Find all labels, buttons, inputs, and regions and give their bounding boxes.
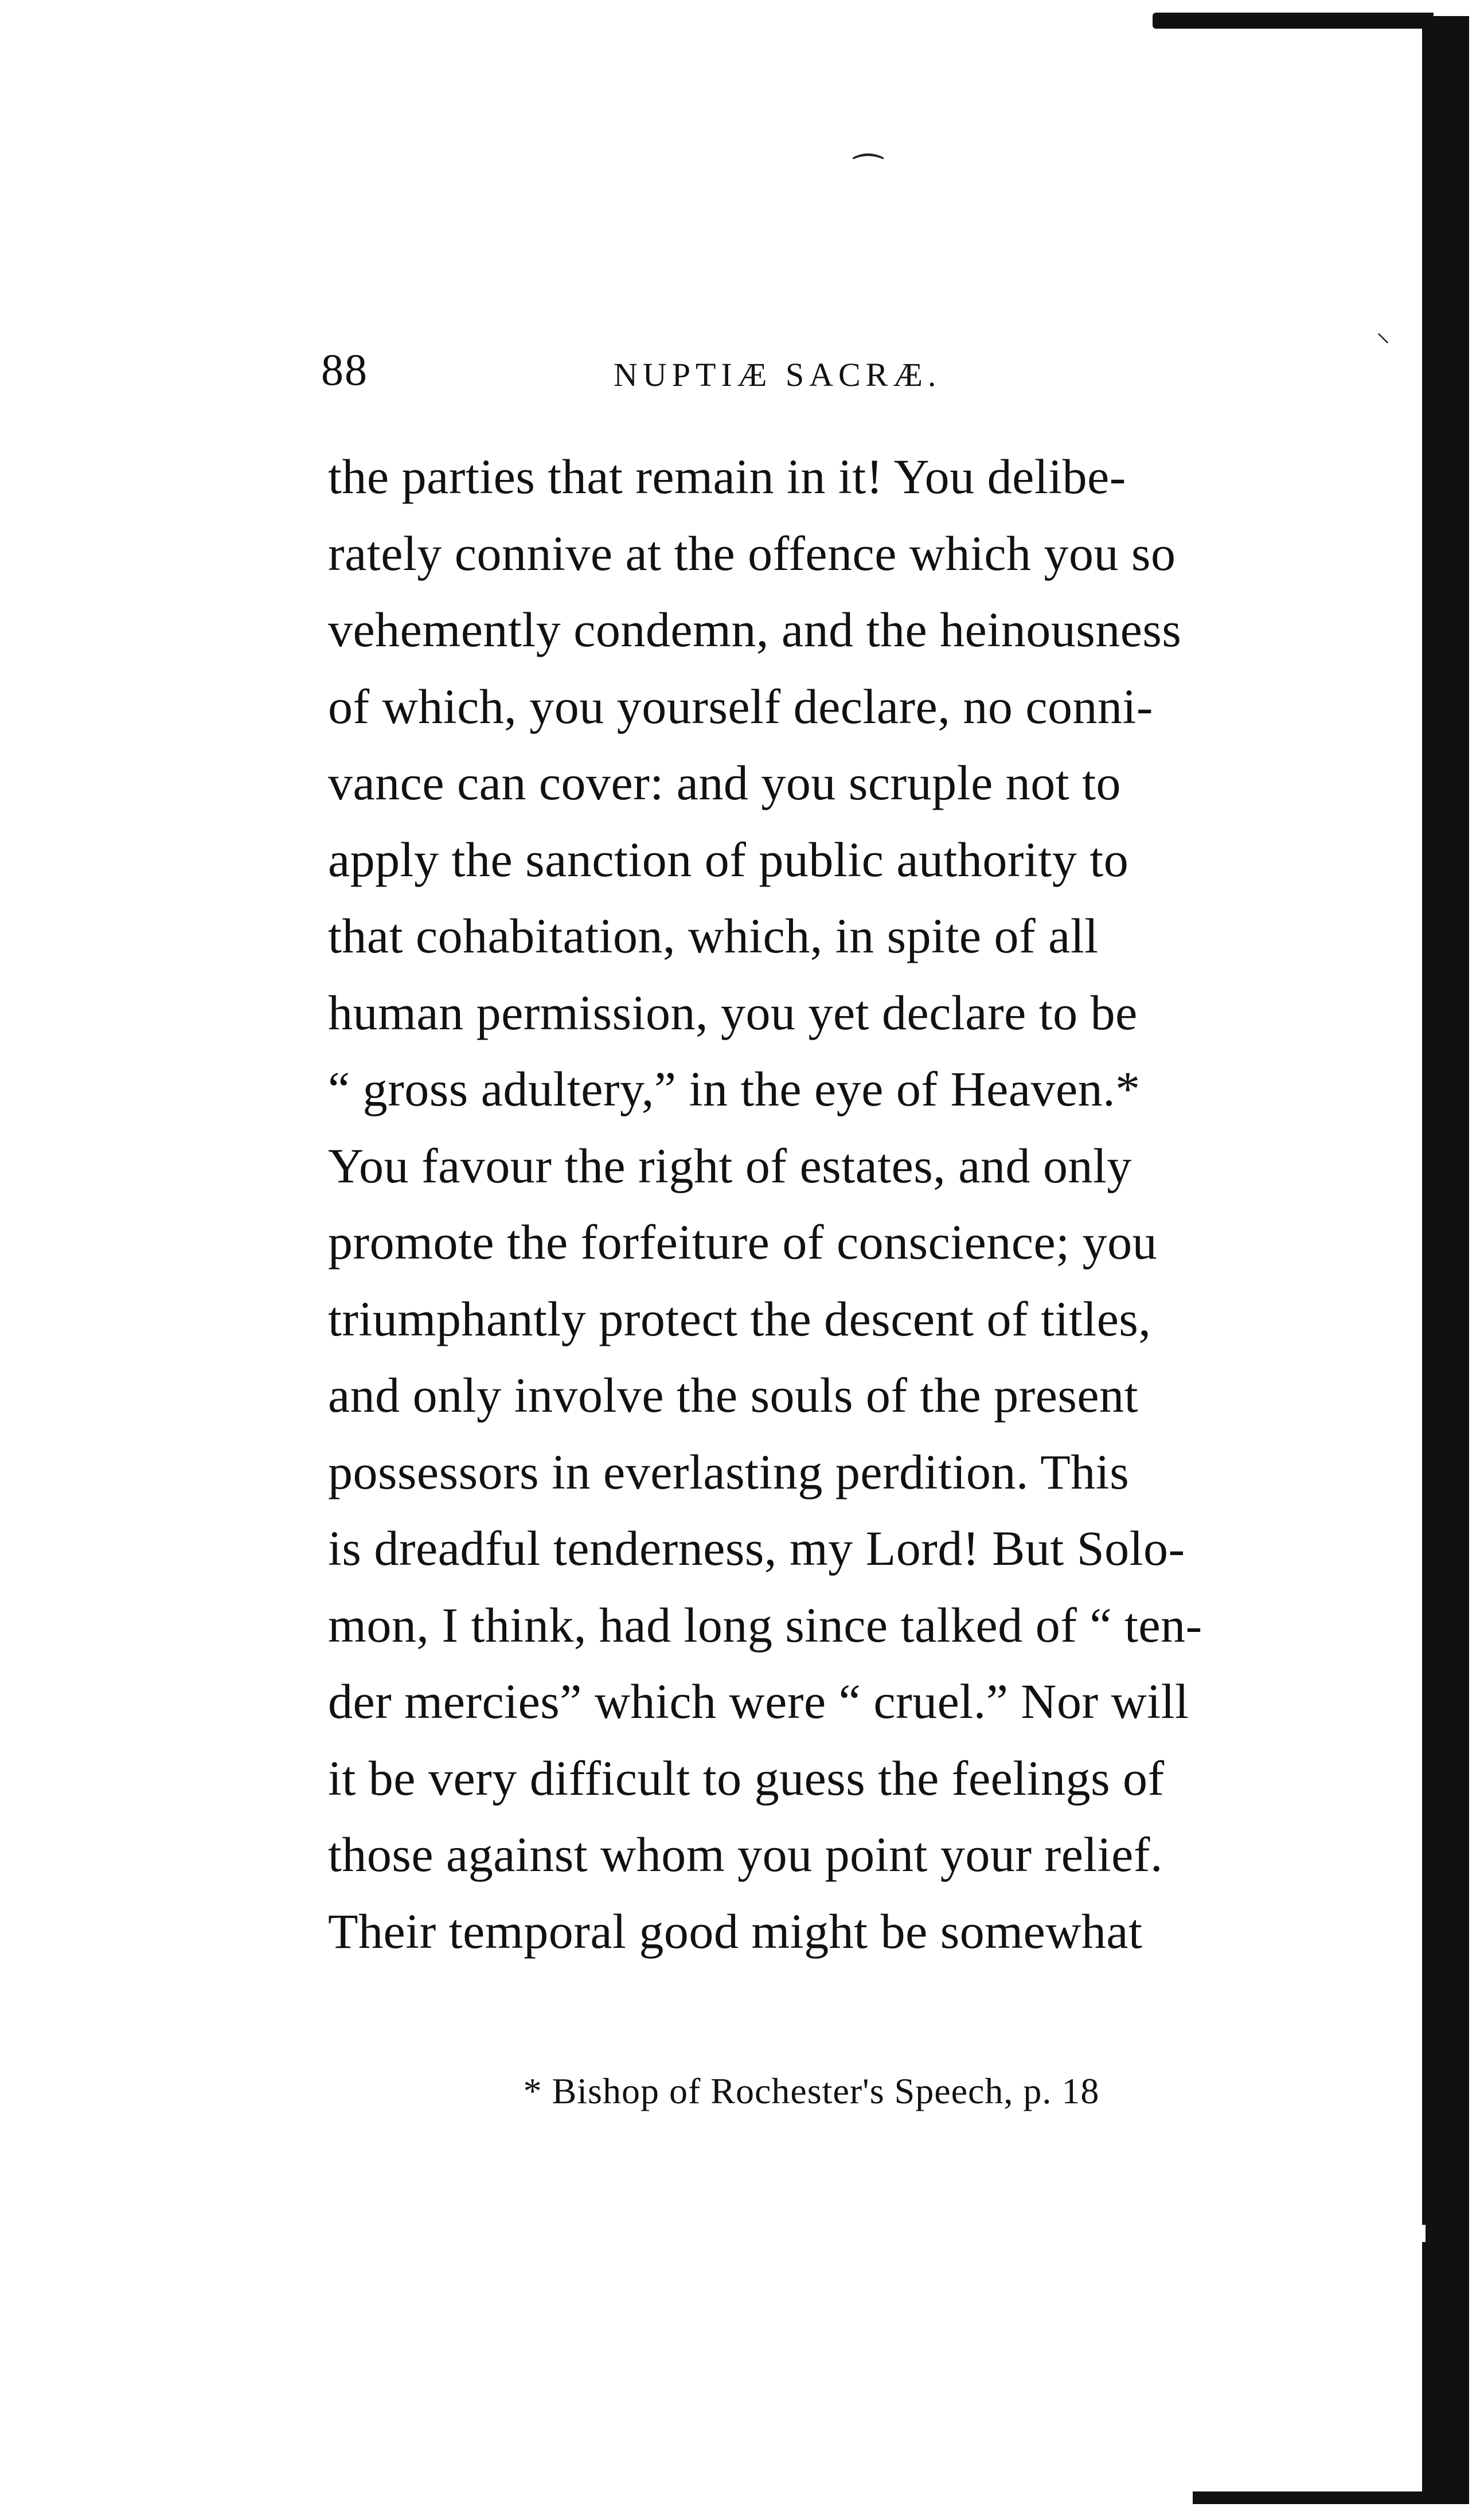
scan-edge-top [1153,13,1434,29]
running-title: NUPTIÆ SACRÆ. [614,356,942,393]
text-line: apply the sanction of public authority to [328,831,1129,887]
stray-ink-mark: ⸜ [1376,316,1391,348]
footnote: * Bishop of Rochester's Speech, p. 18 [523,2071,1100,2111]
text-line: that cohabitation, which, in spite of all [328,908,1099,963]
text-line: vance can cover: and you scruple not to [328,755,1122,810]
text-line: those against whom you point your relief. [328,1827,1163,1882]
text-line: and only involve the souls of the present [328,1368,1138,1423]
stray-ink-mark: ⁀ [854,154,882,194]
text-line: vehemently condemn, and the heinousness [328,602,1182,657]
text-line: Their temporal good might be somewhat [328,1903,1143,1959]
body-text [328,439,1297,1970]
page-header [321,338,1302,413]
text-line: possessors in everlasting perdition. This [328,1444,1130,1499]
scan-edge-right [1422,16,1469,2499]
text-line: der mercies” which were “ cruel.” Nor will [328,1674,1189,1729]
text-line: the parties that remain in it! You delibe- [328,449,1126,504]
text-line: triumphantly protect the descent of titles, [328,1291,1151,1346]
text-line: it be very difficult to guess the feelings of [328,1750,1165,1806]
text-line: You favour the right of estates, and only [328,1138,1132,1193]
text-line: of which, you yourself declare, no conni- [328,678,1154,734]
text-line: rately connive at the offence which you so [328,525,1176,581]
scan-edge-notch [1414,2225,1426,2242]
page-number: 88 [321,345,368,395]
text-line: human permission, you yet declare to be [328,985,1138,1040]
text-line: “ gross adultery,” in the eye of Heaven.* [328,1061,1141,1116]
text-line: promote the forfeiture of conscience; you [328,1214,1158,1270]
text-line: mon, I think, had long since talked of “ ten- [328,1597,1202,1653]
text-line: is dreadful tenderness, my Lord! But Solo- [328,1521,1185,1576]
scan-edge-bottom [1193,2491,1469,2504]
